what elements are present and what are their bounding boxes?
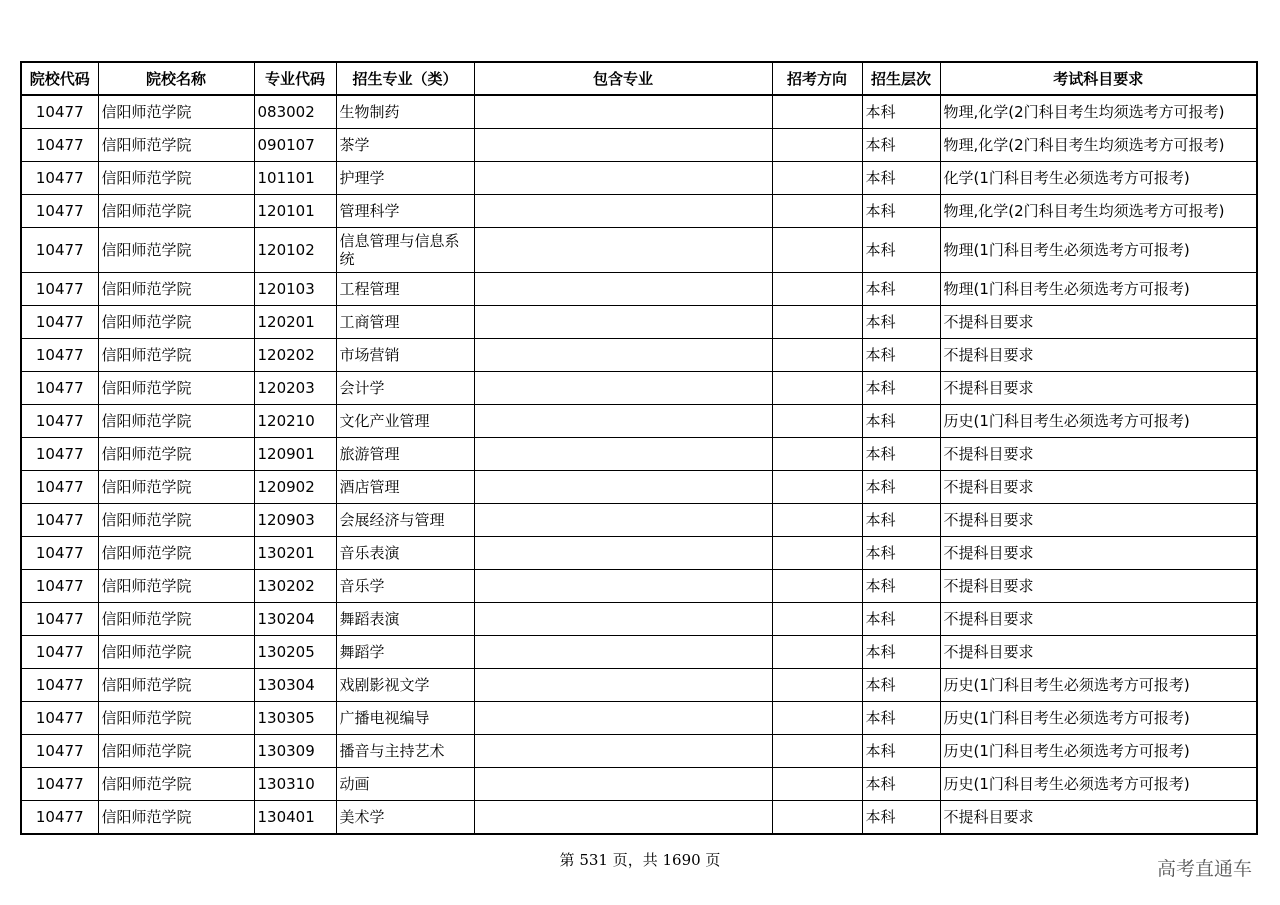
cell-included-majors bbox=[474, 228, 772, 273]
cell-major: 酒店管理 bbox=[336, 471, 474, 504]
cell-subject-requirements: 物理,化学(2门科目考生均须选考方可报考) bbox=[940, 95, 1257, 129]
cell-included-majors bbox=[474, 372, 772, 405]
cell-major: 护理学 bbox=[336, 162, 474, 195]
cell-level: 本科 bbox=[862, 95, 940, 129]
cell-subject-requirements: 历史(1门科目考生必须选考方可报考) bbox=[940, 702, 1257, 735]
cell-included-majors bbox=[474, 339, 772, 372]
cell-direction bbox=[772, 537, 862, 570]
cell-direction bbox=[772, 405, 862, 438]
cell-subject-requirements: 不提科目要求 bbox=[940, 504, 1257, 537]
table-row bbox=[21, 735, 1257, 768]
cell-subject-requirements: 不提科目要求 bbox=[940, 537, 1257, 570]
table-row bbox=[21, 162, 1257, 195]
cell-level: 本科 bbox=[862, 636, 940, 669]
cell-level: 本科 bbox=[862, 438, 940, 471]
cell-included-majors bbox=[474, 570, 772, 603]
admission-table bbox=[20, 61, 1258, 835]
header-major-code: 专业代码 bbox=[254, 62, 336, 95]
cell-school-name: 信阳师范学院 bbox=[98, 537, 254, 570]
cell-school-name: 信阳师范学院 bbox=[98, 801, 254, 835]
cell-included-majors bbox=[474, 273, 772, 306]
cell-subject-requirements: 物理(1门科目考生必须选考方可报考) bbox=[940, 273, 1257, 306]
table-row bbox=[21, 273, 1257, 306]
cell-included-majors bbox=[474, 735, 772, 768]
cell-subject-requirements: 不提科目要求 bbox=[940, 636, 1257, 669]
cell-major: 舞蹈表演 bbox=[336, 603, 474, 636]
cell-major-code: 130205 bbox=[254, 636, 336, 669]
cell-direction bbox=[772, 570, 862, 603]
cell-major-code: 120902 bbox=[254, 471, 336, 504]
table-row bbox=[21, 537, 1257, 570]
cell-level: 本科 bbox=[862, 195, 940, 228]
cell-major: 会计学 bbox=[336, 372, 474, 405]
cell-school-code: 10477 bbox=[21, 372, 98, 405]
table-row bbox=[21, 801, 1257, 835]
cell-level: 本科 bbox=[862, 768, 940, 801]
cell-school-code: 10477 bbox=[21, 306, 98, 339]
cell-school-code: 10477 bbox=[21, 273, 98, 306]
table-row bbox=[21, 603, 1257, 636]
cell-school-code: 10477 bbox=[21, 570, 98, 603]
cell-major-code: 101101 bbox=[254, 162, 336, 195]
cell-major-code: 083002 bbox=[254, 95, 336, 129]
cell-level: 本科 bbox=[862, 603, 940, 636]
cell-level: 本科 bbox=[862, 702, 940, 735]
cell-major: 广播电视编导 bbox=[336, 702, 474, 735]
cell-school-code: 10477 bbox=[21, 603, 98, 636]
cell-major: 管理科学 bbox=[336, 195, 474, 228]
header-school-name: 院校名称 bbox=[98, 62, 254, 95]
cell-school-code: 10477 bbox=[21, 702, 98, 735]
cell-school-name: 信阳师范学院 bbox=[98, 372, 254, 405]
header-row bbox=[21, 62, 1257, 95]
cell-subject-requirements: 化学(1门科目考生必须选考方可报考) bbox=[940, 162, 1257, 195]
cell-included-majors bbox=[474, 669, 772, 702]
cell-subject-requirements: 不提科目要求 bbox=[940, 438, 1257, 471]
table-row bbox=[21, 636, 1257, 669]
cell-school-code: 10477 bbox=[21, 405, 98, 438]
cell-subject-requirements: 不提科目要求 bbox=[940, 339, 1257, 372]
cell-major-code: 130201 bbox=[254, 537, 336, 570]
cell-major-code: 120202 bbox=[254, 339, 336, 372]
cell-major-code: 120210 bbox=[254, 405, 336, 438]
cell-school-code: 10477 bbox=[21, 801, 98, 835]
header-major: 招生专业（类） bbox=[336, 62, 474, 95]
cell-school-name: 信阳师范学院 bbox=[98, 702, 254, 735]
cell-major: 音乐学 bbox=[336, 570, 474, 603]
cell-subject-requirements: 不提科目要求 bbox=[940, 801, 1257, 835]
cell-major-code: 130309 bbox=[254, 735, 336, 768]
cell-school-name: 信阳师范学院 bbox=[98, 669, 254, 702]
cell-included-majors bbox=[474, 636, 772, 669]
cell-subject-requirements: 物理(1门科目考生必须选考方可报考) bbox=[940, 228, 1257, 273]
cell-school-code: 10477 bbox=[21, 669, 98, 702]
cell-subject-requirements: 物理,化学(2门科目考生均须选考方可报考) bbox=[940, 195, 1257, 228]
cell-direction bbox=[772, 735, 862, 768]
cell-school-name: 信阳师范学院 bbox=[98, 438, 254, 471]
cell-major: 工程管理 bbox=[336, 273, 474, 306]
header-subject-requirements: 考试科目要求 bbox=[940, 62, 1257, 95]
cell-major-code: 120103 bbox=[254, 273, 336, 306]
cell-level: 本科 bbox=[862, 801, 940, 835]
cell-subject-requirements: 不提科目要求 bbox=[940, 471, 1257, 504]
cell-school-name: 信阳师范学院 bbox=[98, 273, 254, 306]
cell-level: 本科 bbox=[862, 129, 940, 162]
cell-major: 茶学 bbox=[336, 129, 474, 162]
cell-subject-requirements: 历史(1门科目考生必须选考方可报考) bbox=[940, 768, 1257, 801]
cell-subject-requirements: 不提科目要求 bbox=[940, 570, 1257, 603]
table-row bbox=[21, 669, 1257, 702]
table-row bbox=[21, 504, 1257, 537]
cell-school-code: 10477 bbox=[21, 537, 98, 570]
cell-level: 本科 bbox=[862, 504, 940, 537]
table-row bbox=[21, 129, 1257, 162]
watermark-logo: 高考直通车 bbox=[1156, 858, 1252, 880]
cell-school-name: 信阳师范学院 bbox=[98, 405, 254, 438]
cell-major: 生物制药 bbox=[336, 95, 474, 129]
cell-direction bbox=[772, 228, 862, 273]
cell-included-majors bbox=[474, 95, 772, 129]
cell-direction bbox=[772, 702, 862, 735]
cell-school-name: 信阳师范学院 bbox=[98, 636, 254, 669]
cell-major: 会展经济与管理 bbox=[336, 504, 474, 537]
cell-included-majors bbox=[474, 768, 772, 801]
cell-major: 音乐表演 bbox=[336, 537, 474, 570]
cell-subject-requirements: 历史(1门科目考生必须选考方可报考) bbox=[940, 405, 1257, 438]
cell-major: 戏剧影视文学 bbox=[336, 669, 474, 702]
cell-level: 本科 bbox=[862, 405, 940, 438]
cell-school-code: 10477 bbox=[21, 228, 98, 273]
cell-direction bbox=[772, 768, 862, 801]
cell-direction bbox=[772, 438, 862, 471]
table-row bbox=[21, 570, 1257, 603]
cell-major-code: 120102 bbox=[254, 228, 336, 273]
cell-major-code: 130305 bbox=[254, 702, 336, 735]
cell-level: 本科 bbox=[862, 735, 940, 768]
cell-direction bbox=[772, 801, 862, 835]
cell-included-majors bbox=[474, 603, 772, 636]
cell-school-name: 信阳师范学院 bbox=[98, 306, 254, 339]
cell-major-code: 120201 bbox=[254, 306, 336, 339]
cell-major-code: 120101 bbox=[254, 195, 336, 228]
table-row bbox=[21, 405, 1257, 438]
cell-level: 本科 bbox=[862, 537, 940, 570]
cell-level: 本科 bbox=[862, 273, 940, 306]
cell-direction bbox=[772, 603, 862, 636]
header-direction: 招考方向 bbox=[772, 62, 862, 95]
cell-major: 文化产业管理 bbox=[336, 405, 474, 438]
table-row bbox=[21, 306, 1257, 339]
cell-level: 本科 bbox=[862, 339, 940, 372]
cell-included-majors bbox=[474, 438, 772, 471]
table-row bbox=[21, 702, 1257, 735]
cell-subject-requirements: 不提科目要求 bbox=[940, 372, 1257, 405]
cell-included-majors bbox=[474, 162, 772, 195]
cell-direction bbox=[772, 95, 862, 129]
cell-included-majors bbox=[474, 537, 772, 570]
table-row bbox=[21, 438, 1257, 471]
cell-subject-requirements: 物理,化学(2门科目考生均须选考方可报考) bbox=[940, 129, 1257, 162]
cell-major: 旅游管理 bbox=[336, 438, 474, 471]
cell-major: 信息管理与信息系统 bbox=[336, 228, 474, 273]
cell-major-code: 130304 bbox=[254, 669, 336, 702]
cell-school-name: 信阳师范学院 bbox=[98, 504, 254, 537]
table-row bbox=[21, 471, 1257, 504]
cell-school-code: 10477 bbox=[21, 162, 98, 195]
cell-direction bbox=[772, 339, 862, 372]
cell-included-majors bbox=[474, 702, 772, 735]
cell-school-name: 信阳师范学院 bbox=[98, 95, 254, 129]
cell-major-code: 120901 bbox=[254, 438, 336, 471]
table-row bbox=[21, 768, 1257, 801]
cell-major: 动画 bbox=[336, 768, 474, 801]
cell-direction bbox=[772, 306, 862, 339]
cell-subject-requirements: 不提科目要求 bbox=[940, 603, 1257, 636]
cell-direction bbox=[772, 273, 862, 306]
cell-level: 本科 bbox=[862, 669, 940, 702]
cell-major-code: 120903 bbox=[254, 504, 336, 537]
cell-major-code: 130202 bbox=[254, 570, 336, 603]
cell-school-code: 10477 bbox=[21, 339, 98, 372]
cell-direction bbox=[772, 471, 862, 504]
cell-major-code: 130401 bbox=[254, 801, 336, 835]
cell-included-majors bbox=[474, 306, 772, 339]
table-row bbox=[21, 372, 1257, 405]
header-school-code: 院校代码 bbox=[21, 62, 98, 95]
cell-school-code: 10477 bbox=[21, 471, 98, 504]
cell-major-code: 130204 bbox=[254, 603, 336, 636]
header-included-majors: 包含专业 bbox=[474, 62, 772, 95]
cell-school-name: 信阳师范学院 bbox=[98, 570, 254, 603]
cell-included-majors bbox=[474, 129, 772, 162]
cell-school-code: 10477 bbox=[21, 735, 98, 768]
cell-direction bbox=[772, 195, 862, 228]
cell-school-code: 10477 bbox=[21, 768, 98, 801]
cell-school-code: 10477 bbox=[21, 636, 98, 669]
page-number: 第 531 页，共 1690 页 bbox=[559, 851, 721, 869]
cell-included-majors bbox=[474, 195, 772, 228]
cell-major: 市场营销 bbox=[336, 339, 474, 372]
cell-major-code: 090107 bbox=[254, 129, 336, 162]
cell-major-code: 130310 bbox=[254, 768, 336, 801]
cell-subject-requirements: 不提科目要求 bbox=[940, 306, 1257, 339]
cell-direction bbox=[772, 372, 862, 405]
cell-direction bbox=[772, 129, 862, 162]
cell-subject-requirements: 历史(1门科目考生必须选考方可报考) bbox=[940, 735, 1257, 768]
cell-direction bbox=[772, 669, 862, 702]
cell-level: 本科 bbox=[862, 162, 940, 195]
cell-included-majors bbox=[474, 801, 772, 835]
cell-school-name: 信阳师范学院 bbox=[98, 195, 254, 228]
cell-school-name: 信阳师范学院 bbox=[98, 129, 254, 162]
cell-level: 本科 bbox=[862, 372, 940, 405]
table-row bbox=[21, 195, 1257, 228]
cell-direction bbox=[772, 636, 862, 669]
header-level: 招生层次 bbox=[862, 62, 940, 95]
cell-school-name: 信阳师范学院 bbox=[98, 162, 254, 195]
cell-direction bbox=[772, 162, 862, 195]
table-row bbox=[21, 339, 1257, 372]
cell-major: 播音与主持艺术 bbox=[336, 735, 474, 768]
cell-major: 工商管理 bbox=[336, 306, 474, 339]
cell-included-majors bbox=[474, 471, 772, 504]
table-row bbox=[21, 95, 1257, 129]
cell-level: 本科 bbox=[862, 228, 940, 273]
cell-major-code: 120203 bbox=[254, 372, 336, 405]
cell-level: 本科 bbox=[862, 570, 940, 603]
cell-school-name: 信阳师范学院 bbox=[98, 735, 254, 768]
cell-school-code: 10477 bbox=[21, 504, 98, 537]
cell-school-code: 10477 bbox=[21, 129, 98, 162]
cell-subject-requirements: 历史(1门科目考生必须选考方可报考) bbox=[940, 669, 1257, 702]
cell-school-name: 信阳师范学院 bbox=[98, 228, 254, 273]
cell-included-majors bbox=[474, 405, 772, 438]
cell-school-name: 信阳师范学院 bbox=[98, 603, 254, 636]
cell-major: 舞蹈学 bbox=[336, 636, 474, 669]
cell-school-code: 10477 bbox=[21, 95, 98, 129]
cell-school-name: 信阳师范学院 bbox=[98, 768, 254, 801]
cell-school-name: 信阳师范学院 bbox=[98, 339, 254, 372]
cell-major: 美术学 bbox=[336, 801, 474, 835]
cell-level: 本科 bbox=[862, 471, 940, 504]
cell-direction bbox=[772, 504, 862, 537]
cell-level: 本科 bbox=[862, 306, 940, 339]
cell-included-majors bbox=[474, 504, 772, 537]
cell-school-name: 信阳师范学院 bbox=[98, 471, 254, 504]
cell-school-code: 10477 bbox=[21, 438, 98, 471]
table-row bbox=[21, 228, 1257, 273]
cell-school-code: 10477 bbox=[21, 195, 98, 228]
